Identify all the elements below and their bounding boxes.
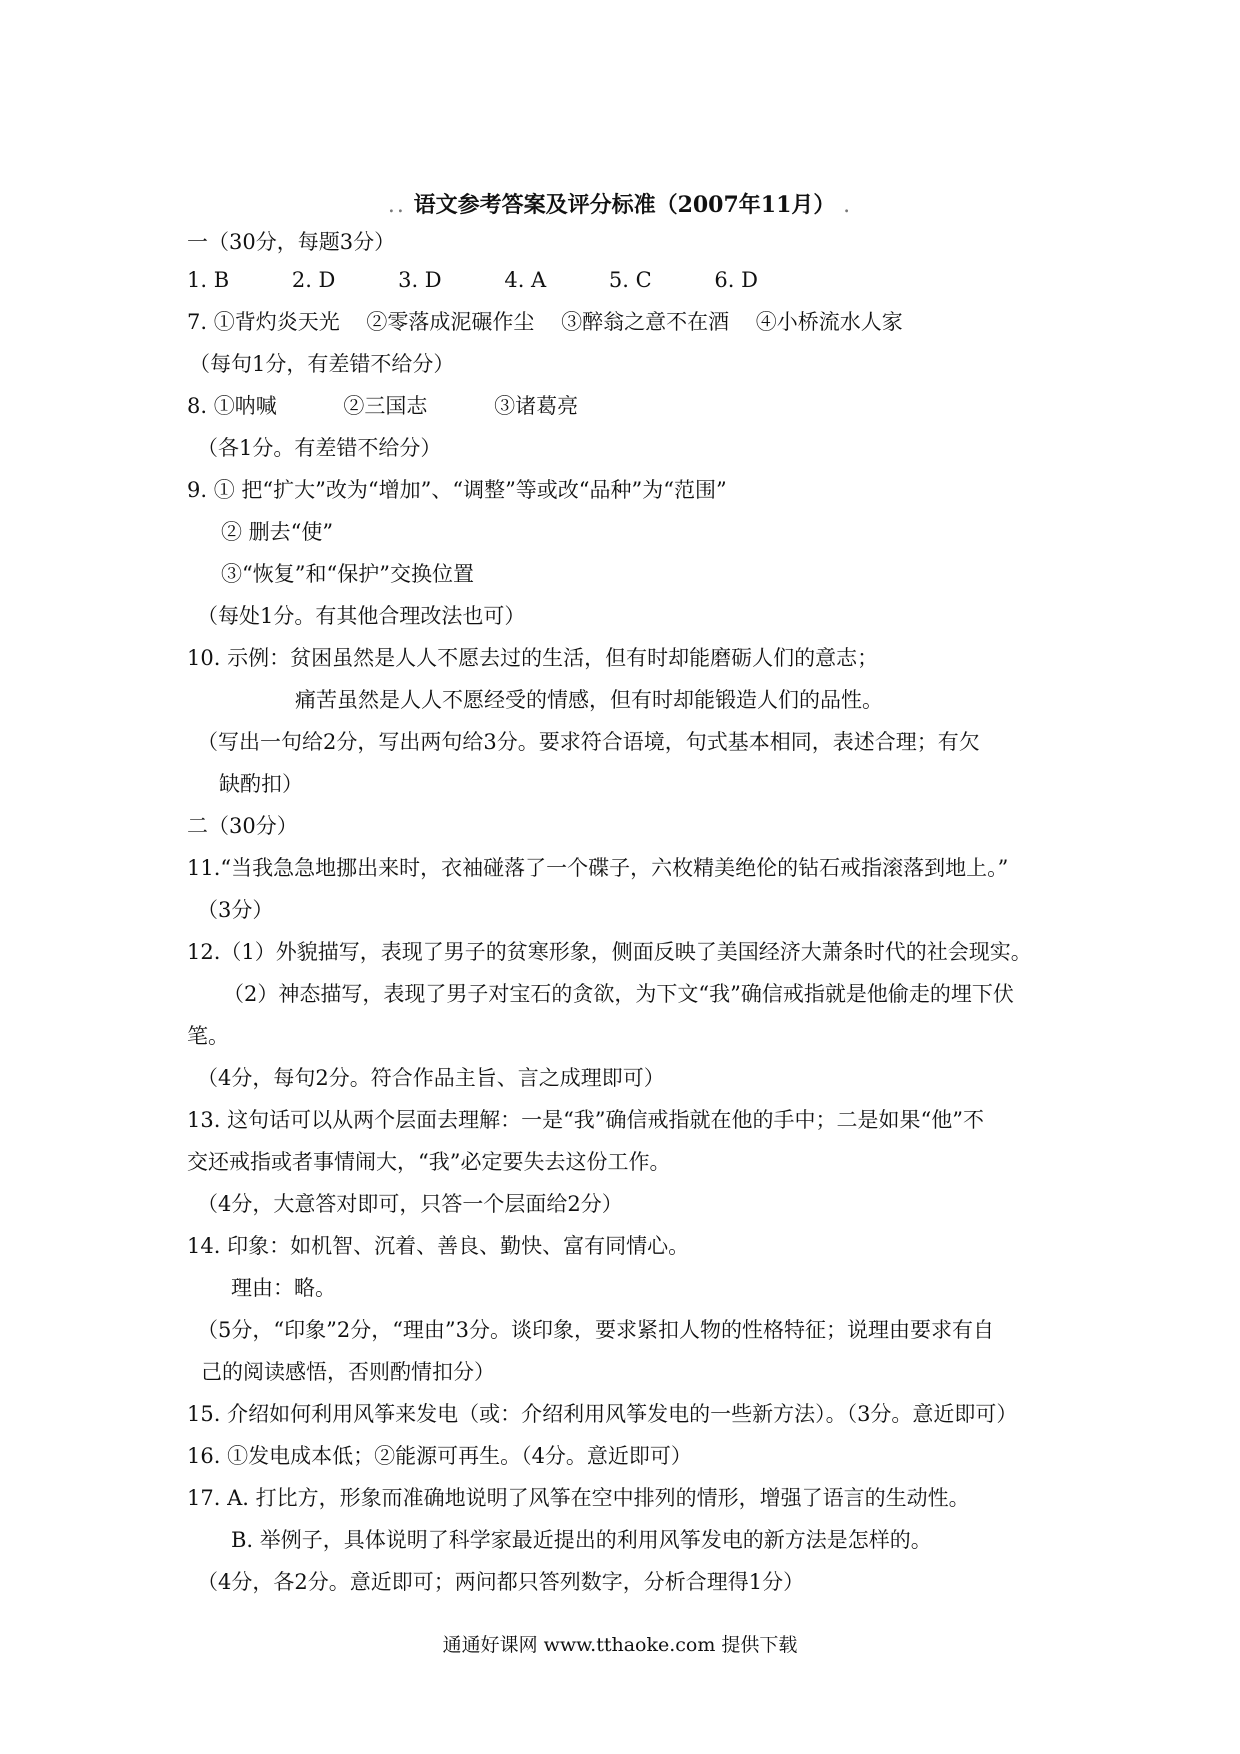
section-2-header: 二（30分） — [187, 814, 298, 838]
q12-note: （4分，每句2分。符合作品主旨、言之成理即可） — [197, 1066, 665, 1090]
title-text: 语文参考答案及评分标准（2007年11月） — [413, 192, 836, 218]
q10-line-1: 10. 示例：贫困虽然是人人不愿去过的生活，但有时却能磨砺人们的意志； — [187, 646, 879, 670]
q7-item-3: ③醉翁之意不在酒 — [561, 310, 730, 334]
mc-answer-2: 2. D — [291, 268, 336, 292]
q9-line-2: ② 删去“使” — [221, 520, 334, 544]
q8-number: 8. — [187, 394, 208, 418]
q8-item-3: ③诸葛亮 — [494, 394, 579, 418]
q17-line-1: 17. A. 打比方，形象而准确地说明了风筝在空中排列的情形，增强了语言的生动性。 — [187, 1486, 970, 1510]
q12-line-2: （2）神态描写，表现了男子对宝石的贪欲，为下文“我”确信戒指就是他偷走的埋下伏 — [223, 982, 1014, 1006]
q17-note: （4分，各2分。意近即可；两问都只答列数字，分析合理得1分） — [197, 1570, 805, 1594]
mc-answer-6: 6. D — [714, 268, 758, 292]
q13-line-1: 13. 这句话可以从两个层面去理解：一是“我”确信戒指就在他的手中；二是如果“他”不 — [187, 1108, 985, 1132]
q14-note-2: 己的阅读感悟，否则酌情扣分） — [201, 1360, 495, 1384]
mc-answers-row — [187, 266, 758, 294]
page-title — [0, 190, 1240, 221]
q9-line-1: 9. ① 把“扩大”改为“增加”、“调整”等或改“品种”为“范围” — [187, 478, 727, 502]
q10-note-1: （写出一句给2分，写出两句给3分。要求符合语境，句式基本相同，表述合理；有欠 — [197, 730, 980, 754]
title-dots-right: . — [843, 193, 853, 218]
page-footer: 通通好课网 www.tthaoke.com 提供下载 — [442, 1634, 798, 1656]
q8-answer — [187, 392, 578, 420]
q16-answer: 16. ①发电成本低；②能源可再生。（4分。意近即可） — [187, 1444, 692, 1468]
q9-line-3: ③“恢复”和“保护”交换位置 — [221, 562, 474, 586]
q7-number: 7. — [187, 310, 208, 334]
mc-answer-1: 1. B — [187, 268, 230, 292]
mc-answer-4: 4. A — [504, 268, 547, 292]
q15-answer: 15. 介绍如何利用风筝来发电（或：介绍利用风筝发电的一些新方法）。（3分。意近即可） — [187, 1402, 1018, 1426]
q7-item-1: ①背灼炎天光 — [213, 310, 340, 334]
q11-note: （3分） — [197, 898, 274, 922]
title-dots-left: .. — [387, 193, 406, 218]
q17-line-2: B. 举例子，具体说明了科学家最近提出的利用风筝发电的新方法是怎样的。 — [231, 1528, 932, 1552]
q7-item-4: ④小桥流水人家 — [755, 310, 903, 334]
q10-line-2: 痛苦虽然是人人不愿经受的情感，但有时却能锻造人们的品性。 — [295, 688, 883, 712]
q13-note: （4分，大意答对即可，只答一个层面给2分） — [197, 1192, 623, 1216]
q8-note: （各1分。有差错不给分） — [197, 436, 442, 460]
mc-answer-5: 5. C — [608, 268, 652, 292]
q10-note-2: 缺酌扣） — [219, 772, 303, 796]
q12-line-3: 笔。 — [187, 1024, 229, 1048]
q14-line-2: 理由：略。 — [231, 1276, 336, 1300]
mc-answer-3: 3. D — [398, 268, 442, 292]
q8-item-2: ②三国志 — [343, 394, 428, 418]
q14-note-1: （5分，“印象”2分，“理由”3分。谈印象，要求紧扣人物的性格特征；说理由要求有自 — [197, 1318, 995, 1342]
q7-item-2: ②零落成泥碾作尘 — [366, 310, 535, 334]
q13-line-2: 交还戒指或者事情闹大，“我”必定要失去这份工作。 — [187, 1150, 671, 1174]
q7-answer — [187, 308, 903, 336]
q8-item-1: ①呐喊 — [213, 394, 277, 418]
q11-line-1: 11.“当我急急地挪出来时，衣袖碰落了一个碟子，六枚精美绝伦的钻石戒指滚落到地上。” — [187, 856, 1009, 880]
q14-line-1: 14. 印象：如机智、沉着、善良、勤快、富有同情心。 — [187, 1234, 690, 1258]
q12-line-1: 12.（1）外貌描写，表现了男子的贫寒形象，侧面反映了美国经济大萧条时代的社会现实。 — [187, 940, 1032, 964]
q9-note: （每处1分。有其他合理改法也可） — [197, 604, 526, 628]
section-1-header: 一（30分，每题3分） — [187, 230, 396, 254]
q7-note: （每句1分，有差错不给分） — [189, 352, 455, 376]
